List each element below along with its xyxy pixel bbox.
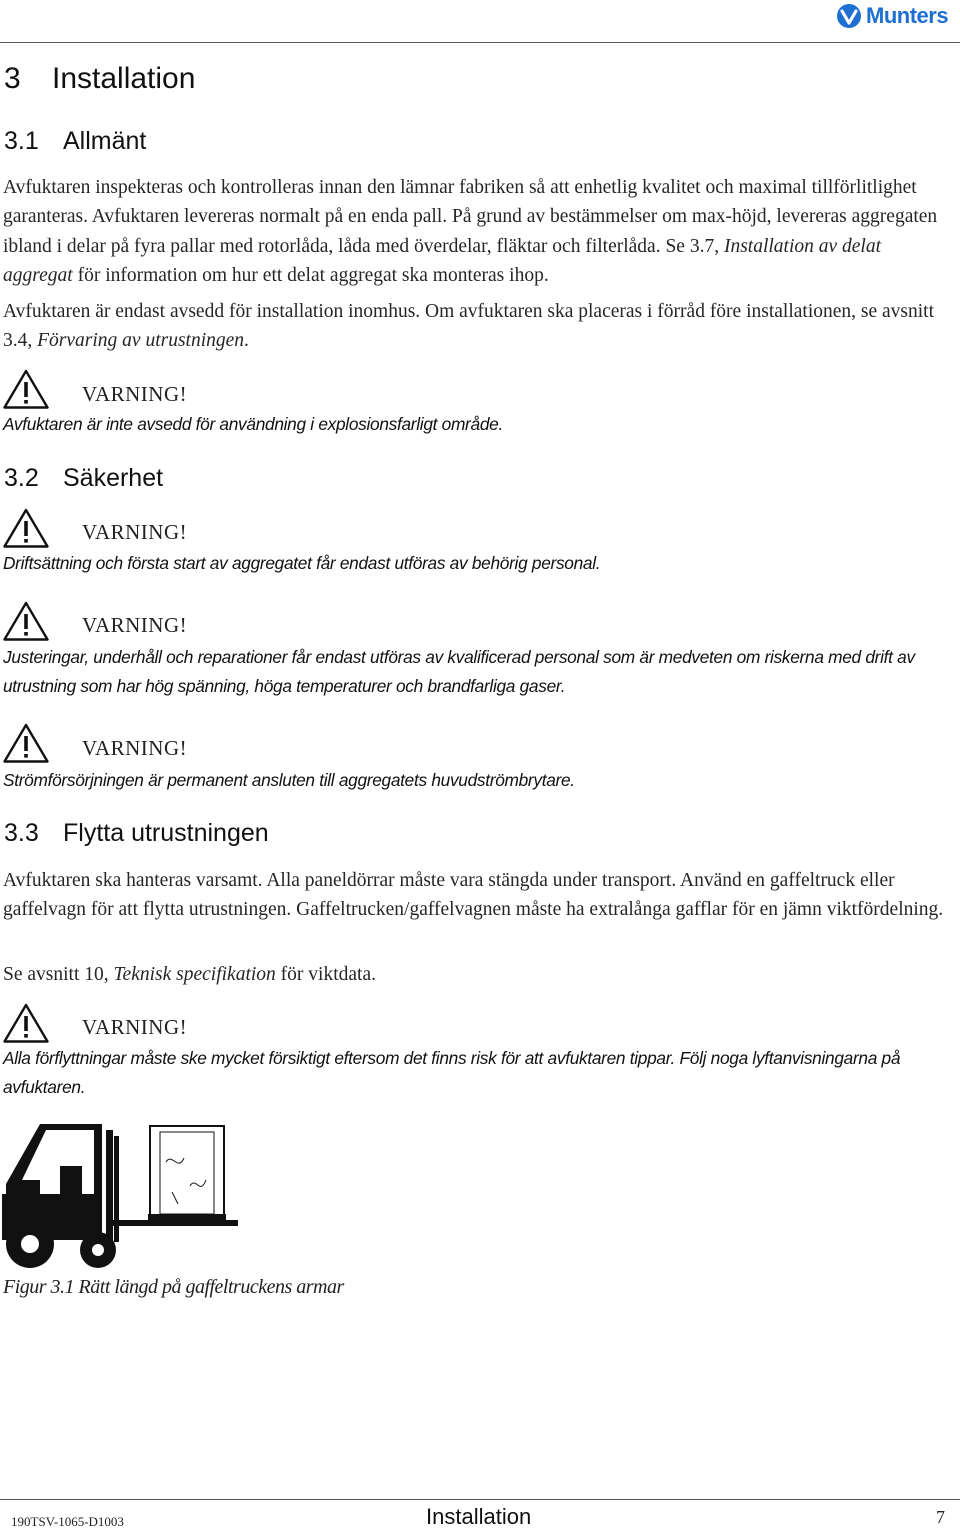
chapter-number: 3 [4,62,21,95]
section-title: Allmänt [63,127,147,155]
warning-text: Justeringar, underhåll och reparationer får endast utföras av kvalificerad personal som är medveten om riskerna med drift av utrustning som har hög spänning, höga temperaturer och brandfarliga gaser. [3,647,915,696]
section-heading-allmant [4,127,146,156]
footer-title: Installation [426,1504,532,1529]
figure-caption: Figur 3.1 Rätt längd på gaffeltruckens armar [3,1276,344,1298]
paragraph-text: Avfuktaren är endast avsedd för installation inomhus. Om avfuktaren ska placeras i förråd före installationen, se avsnitt 3.4, [3,301,935,352]
cross-reference: Teknisk specifikation [113,964,276,985]
munters-logo [836,2,958,30]
cross-reference: Installation av delat aggregat [3,235,882,286]
logo-text: Munters [866,3,949,28]
forklift-icon [0,1122,250,1272]
footer-page-number: 7 [936,1507,945,1527]
warning-triangle-icon [2,600,50,642]
section-heading-flytta [4,819,269,848]
paragraph-allmant-1 [3,173,953,290]
section-heading-sakerhet [4,464,163,493]
warning-text: Strömförsörjningen är permanent ansluten till aggregatets huvudströmbrytare. [3,770,575,790]
header-rule [0,42,960,43]
warning-label: VARNING! [82,613,188,637]
munters-logo-icon [836,3,862,29]
paragraph-flytta-1: Avfuktaren ska hanteras varsamt. Alla paneldörrar måste vara stängda under transport. Använd en gaffeltruck eller gaffelvagn för att flytta utrustningen. Gaffeltrucken/gaffelvagnen måste ha extralånga gafflar för en jämn viktfördelning. [3,870,944,921]
warning-text: Driftsättning och första start av aggregatet får endast utföras av behörig personal. [3,553,601,573]
section-number: 3.3 [4,819,39,847]
paragraph-text: för viktdata. [275,964,376,985]
warning-label: VARNING! [82,520,188,544]
paragraph-text: . [244,330,249,352]
section-number: 3.1 [4,127,39,155]
paragraph-flytta-2 [3,960,953,989]
warning-label: VARNING! [82,736,188,760]
cross-reference: Förvaring av utrustningen [37,330,245,352]
warning-label: VARNING! [82,1015,188,1039]
chapter-title: Installation [52,62,196,95]
section-number: 3.2 [4,464,39,492]
paragraph-text: för information om hur ett delat aggregat ska monteras ihop. [72,264,549,286]
warning-label: VARNING! [82,382,188,406]
footer-rule [0,1499,960,1500]
warning-triangle-icon [2,1002,50,1044]
section-title: Flytta utrustningen [63,819,269,847]
paragraph-allmant-2 [3,297,953,356]
section-title: Säkerhet [63,464,164,492]
paragraph-text: Avfuktaren inspekteras och kontrolleras innan den lämnar fabriken så att enhetlig kvalitet och maximal tillförlitlighet garanteras. Avfuktaren levereras normalt på en enda pall. På grund av bestämmelser om max-höjd, levereras aggregaten ibland i delar på fyra pallar med rotorlåda, låda med överdelar, fläktar och filterlåda. Se 3.7, [3,177,938,257]
paragraph-text: Se avsnitt 10, [3,964,114,985]
warning-triangle-icon [2,368,50,410]
warning-triangle-icon [2,507,50,549]
warning-text: Avfuktaren är inte avsedd för användning i explosionsfarligt område. [3,414,503,434]
warning-text: Alla förflyttningar måste ske mycket försiktigt eftersom det finns risk för att avfuktaren tippar. Följ noga lyftanvisningarna på avfuktaren. [3,1048,901,1097]
chapter-heading [4,62,195,96]
warning-triangle-icon [2,722,50,764]
footer-doc-number: 190TSV-1065-D1003 [11,1514,124,1529]
